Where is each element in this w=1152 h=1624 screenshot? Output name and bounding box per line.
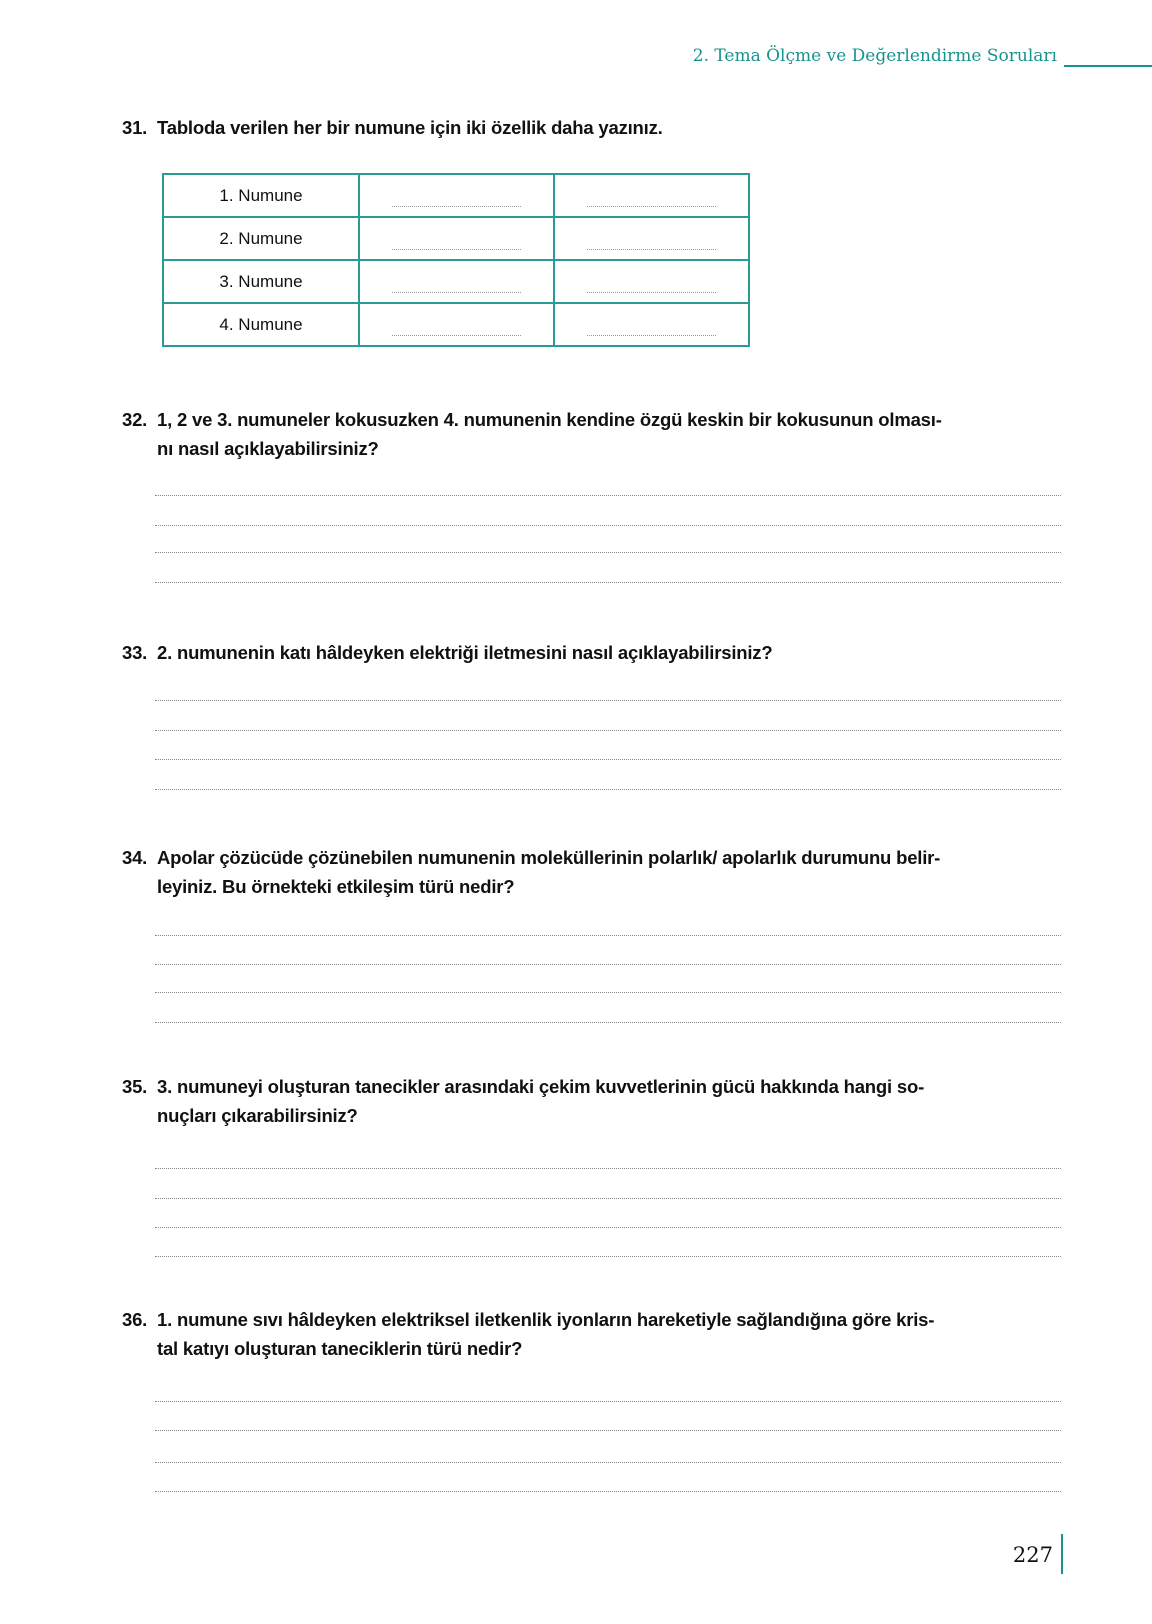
question-31: [122, 113, 1067, 142]
answer-line[interactable]: [155, 1401, 1061, 1402]
answer-line[interactable]: [155, 700, 1061, 701]
dotted-answer-line: [587, 249, 716, 250]
answer-line[interactable]: [155, 1022, 1061, 1023]
answer-line[interactable]: [155, 992, 1061, 993]
answer-line[interactable]: [155, 1227, 1061, 1228]
answer-blank[interactable]: [554, 217, 749, 260]
samples-table: [162, 173, 750, 347]
question-number: 32.: [122, 409, 148, 430]
answer-line[interactable]: [155, 935, 1061, 936]
answer-blank[interactable]: [359, 260, 554, 303]
answer-line[interactable]: [155, 495, 1061, 496]
sample-label: 4. Numune: [163, 303, 359, 346]
answer-line[interactable]: [155, 964, 1061, 965]
answer-line[interactable]: [155, 1491, 1061, 1492]
answer-line[interactable]: [155, 759, 1061, 760]
table-row: [163, 174, 749, 217]
answer-line[interactable]: [155, 1430, 1061, 1431]
dotted-answer-line: [392, 292, 521, 293]
question-number: 31.: [122, 117, 148, 138]
question-number: 34.: [122, 847, 148, 868]
question-number: 33.: [122, 642, 148, 663]
sample-label: 2. Numune: [163, 217, 359, 260]
answer-line[interactable]: [155, 1256, 1061, 1257]
question-33: [122, 638, 1067, 667]
dotted-answer-line: [392, 249, 521, 250]
answer-line[interactable]: [155, 582, 1061, 583]
answer-line[interactable]: [155, 730, 1061, 731]
answer-blank[interactable]: [554, 260, 749, 303]
question-34: [122, 843, 1067, 901]
answer-line[interactable]: [155, 1168, 1061, 1169]
answer-blank[interactable]: [554, 174, 749, 217]
question-text: tal katıyı oluşturan taneciklerin türü nedir?: [157, 1338, 523, 1359]
page-number-bar-divider: [1061, 1534, 1063, 1574]
answer-blank[interactable]: [554, 303, 749, 346]
question-number: 35.: [122, 1076, 148, 1097]
question-text: 3. numuneyi oluşturan tanecikler arasındaki çekim kuvvetlerinin gücü hakkında hangi so-: [157, 1076, 925, 1097]
chapter-header-title: 2. Tema Ölçme ve Değerlendirme Soruları: [692, 46, 1057, 66]
answer-line[interactable]: [155, 525, 1061, 526]
question-text: nuçları çıkarabilirsiniz?: [157, 1105, 358, 1126]
sample-label: 3. Numune: [163, 260, 359, 303]
question-35: [122, 1072, 1067, 1130]
question-text: 1, 2 ve 3. numuneler kokusuzken 4. numunenin kendine özgü keskin bir kokusunun olması-: [157, 409, 942, 430]
question-32: [122, 405, 1067, 463]
table-row: [163, 303, 749, 346]
dotted-answer-line: [587, 335, 716, 336]
question-text: 1. numune sıvı hâldeyken elektriksel iletkenlik iyonların hareketiyle sağlandığına göre kris-: [157, 1309, 935, 1330]
answer-line[interactable]: [155, 1462, 1061, 1463]
sample-label: 1. Numune: [163, 174, 359, 217]
answer-line[interactable]: [155, 1198, 1061, 1199]
answer-blank[interactable]: [359, 303, 554, 346]
question-text: Apolar çözücüde çözünebilen numunenin moleküllerinin polarlık/ apolarlık durumunu belir-: [157, 847, 941, 868]
question-text: 2. numunenin katı hâldeyken elektriği iletmesini nasıl açıklayabilirsiniz?: [157, 642, 773, 663]
question-text: Tabloda verilen her bir numune için iki özellik daha yazınız.: [157, 117, 663, 138]
dotted-answer-line: [587, 206, 716, 207]
question-text: nı nasıl açıklayabilirsiniz?: [157, 438, 379, 459]
header-rule-divider: [1064, 65, 1152, 67]
dotted-answer-line: [392, 335, 521, 336]
answer-line[interactable]: [155, 789, 1061, 790]
question-number: 36.: [122, 1309, 148, 1330]
question-text: leyiniz. Bu örnekteki etkileşim türü nedir?: [157, 876, 515, 897]
table-row: [163, 217, 749, 260]
answer-line[interactable]: [155, 552, 1061, 553]
dotted-answer-line: [587, 292, 716, 293]
question-36: [122, 1305, 1067, 1363]
answer-blank[interactable]: [359, 174, 554, 217]
answer-blank[interactable]: [359, 217, 554, 260]
page-number: 227: [1012, 1543, 1053, 1567]
dotted-answer-line: [392, 206, 521, 207]
table-row: [163, 260, 749, 303]
